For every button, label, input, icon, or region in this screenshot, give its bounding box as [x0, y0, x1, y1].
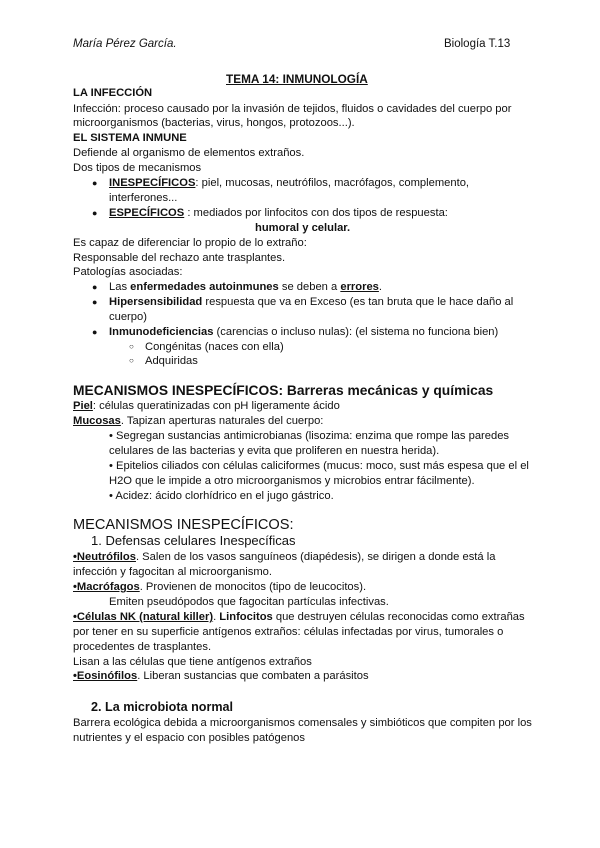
bullet-icon: ● — [92, 178, 98, 188]
list-text: . Liberan sustancias que combaten a parásitos — [137, 670, 369, 682]
text-line: procedentes de trasplantes. — [73, 641, 212, 653]
text-line: Patologías asociadas: — [73, 266, 183, 278]
text-line: H2O que le impide a otro microorganismos y microbios entrar fácilmente). — [109, 475, 475, 487]
subject-label: Biología T.13 — [444, 38, 511, 50]
text-line: Defiende al organismo de elementos extraños. — [73, 147, 305, 159]
text-line: interferones... — [109, 192, 178, 204]
term: errores — [340, 281, 379, 293]
section-heading-barreras: MECANISMOS INESPECÍFICOS: Barreras mecánicas y químicas — [73, 383, 494, 398]
list-item — [109, 325, 498, 339]
term: Mucosas — [73, 415, 121, 427]
page-title: TEMA 14: INMUNOLOGÍA — [226, 72, 368, 86]
list-item — [73, 669, 369, 683]
text-line: nutrientes y el espacio con posibles patógenos — [73, 732, 305, 744]
section-heading-infeccion: LA INFECCIÓN — [73, 87, 153, 99]
text-line: Barrera ecológica debida a microorganismos comensales y simbióticos que compiten por los — [73, 717, 532, 729]
respuesta-text: humoral y celular. — [255, 222, 351, 234]
list-text: respuesta que va en Exceso (es tan bruta que le hace daño al — [202, 296, 514, 308]
bullet-icon: ● — [92, 327, 98, 337]
list-text: se deben a — [278, 281, 341, 293]
circle-bullet-icon: ○ — [129, 342, 134, 351]
term: •Células NK (natural killer) — [73, 611, 214, 623]
list-text: que destruyen células reconocidas como extrañas — [272, 611, 525, 623]
term: •Neutrófilos — [73, 551, 136, 563]
text-line: • Epitelios ciliados con células caliciformes (mucus: moco, sust más espesa que el el — [109, 460, 529, 472]
text-line: Lisan a las células que tiene antígenos extraños — [73, 656, 312, 668]
list-text: . — [213, 611, 220, 623]
list-text: . Tapizan aperturas naturales del cuerpo: — [120, 415, 324, 427]
text-line: cuerpo) — [109, 311, 147, 323]
list-text: . Provienen de monocitos (tipo de leucocitos). — [139, 581, 367, 593]
list-item — [109, 176, 469, 190]
bullet-icon: ● — [92, 208, 98, 218]
term: Linfocitos — [219, 611, 273, 623]
text-line: Dos tipos de mecanismos — [73, 162, 202, 174]
list-item — [73, 580, 366, 594]
list-item — [73, 550, 495, 564]
term: Inmunodeficiencias — [109, 326, 214, 338]
sub-list-item: Adquiridas — [145, 355, 198, 367]
subsection-heading: 2. La microbiota normal — [91, 700, 234, 714]
text-line: infección y fagocitan al microorganismo. — [73, 566, 272, 578]
term: •Eosinófilos — [73, 670, 138, 682]
text-line: • Segregan sustancias antimicrobianas (lisozima: enzima que rompe las paredes — [109, 430, 510, 442]
list-text: : piel, mucosas, neutrófilos, macrófagos, complemento, — [195, 177, 470, 189]
term: ESPECÍFICOS — [109, 207, 185, 219]
list-item — [73, 610, 525, 624]
author-name: María Pérez García. — [73, 38, 177, 50]
term: •Macrófagos — [73, 581, 140, 593]
text-line: Es capaz de diferenciar lo propio de lo extraño: — [73, 237, 307, 249]
subsection-heading: 1. Defensas celulares Inespecíficas — [91, 533, 296, 548]
list-text: . — [378, 281, 383, 293]
text-line: Responsable del rechazo ante trasplantes. — [73, 252, 286, 264]
list-text: . Salen de los vasos sanguíneos (diapédesis), se dirigen a donde está la — [135, 551, 496, 563]
list-text: Las — [109, 281, 131, 293]
list-item — [109, 206, 448, 220]
term: enfermedades autoinmunes — [130, 281, 279, 293]
list-text: : células queratinizadas con pH ligeramente ácido — [92, 400, 340, 412]
text-line: Infección: proceso causado por la invasión de tejidos, fluidos o cavidades del cuerpo por — [73, 103, 512, 115]
text-line: celulares de las bacterias y evita que proliferen en nuestra herida). — [109, 445, 440, 457]
section-heading-sistema: EL SISTEMA INMUNE — [73, 132, 187, 144]
list-text: : mediados por linfocitos con dos tipos de respuesta: — [184, 207, 448, 219]
text-line: microorganismos (bacterias, virus, hongos, protozoos...). — [73, 117, 355, 129]
bullet-icon: ● — [92, 282, 98, 292]
term: Piel — [73, 400, 93, 412]
term: INESPECÍFICOS — [109, 177, 196, 189]
bullet-icon: ● — [92, 297, 98, 307]
list-item — [73, 414, 323, 428]
section-heading-defensas: MECANISMOS INESPECÍFICOS: — [73, 517, 294, 533]
list-item — [109, 295, 513, 309]
list-item — [109, 280, 382, 294]
term: Hipersensibilidad — [109, 296, 203, 308]
list-item — [73, 399, 340, 413]
circle-bullet-icon: ○ — [129, 356, 134, 365]
list-text: (carencias o incluso nulas): (el sistema no funciona bien) — [213, 326, 499, 338]
sub-list-item: Congénitas (naces con ella) — [145, 341, 284, 353]
text-line: • Acidez: ácido clorhídrico en el jugo gástrico. — [109, 490, 334, 502]
text-line: por tener en su superficie antígenos extraños: células infectadas por virus, tumorales o — [73, 626, 504, 638]
text-line: Emiten pseudópodos que fagocitan partículas infectivas. — [109, 596, 389, 608]
